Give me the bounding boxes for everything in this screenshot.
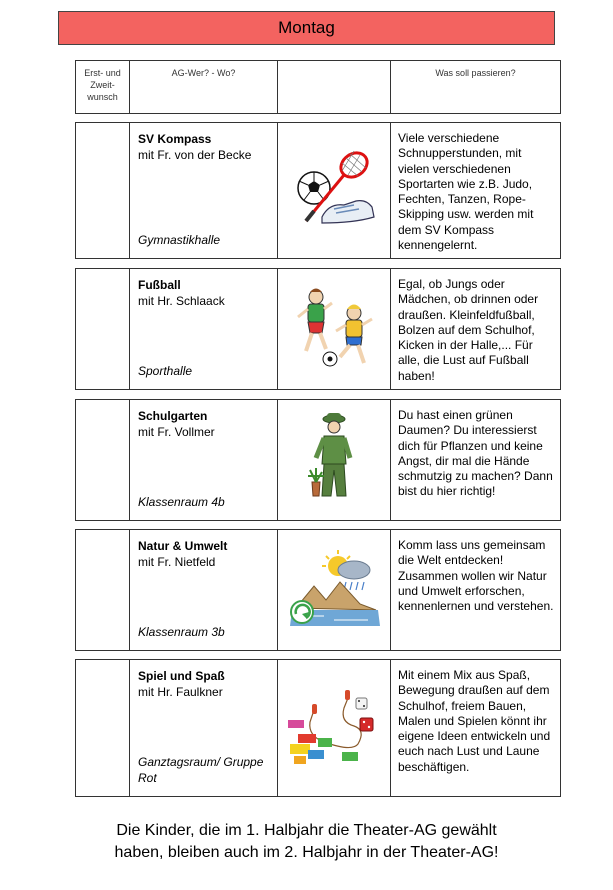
ag-room: Klassenraum 3b: [138, 625, 225, 639]
ag-title: Schulgarten: [138, 409, 208, 423]
ag-card-schulgarten: [75, 399, 561, 521]
ag-title: Fußball: [138, 278, 181, 292]
wish-checkbox-cell[interactable]: [76, 530, 130, 651]
footer-line-2: haben, bleiben auch im 2. Halbjahr in der Theater-AG!: [114, 844, 499, 861]
ag-info-cell: [130, 123, 278, 259]
day-title-bar: [58, 11, 555, 45]
ag-room: Gymnastikhalle: [138, 233, 221, 247]
ag-description: Egal, ob Jungs oder Mädchen, ob drinnen oder draußen. Kleinfeldfußball, Bolzen auf dem Schulhof, Kicken in der Halle,... Für alle, die Lust auf Fußball haben!: [391, 269, 561, 390]
toys-icon: [284, 682, 384, 772]
ag-card-fussball: [75, 268, 561, 390]
ag-teacher: mit Hr. Schlaack: [138, 294, 225, 308]
ag-image-cell: [278, 660, 391, 797]
ag-room: Klassenraum 4b: [138, 495, 225, 509]
ag-card-spiel-und-spass: [75, 659, 561, 797]
wish-checkbox-cell[interactable]: [76, 269, 130, 390]
ag-room: Ganztagsraum/ Gruppe Rot: [138, 755, 264, 785]
ag-room: Sporthalle: [138, 364, 193, 378]
ag-title: SV Kompass: [138, 132, 212, 146]
gardener-icon: [304, 412, 364, 502]
ag-image-cell: [278, 530, 391, 651]
nature-landscape-icon: [284, 548, 384, 638]
ag-teacher: mit Fr. von der Becke: [138, 148, 252, 162]
ag-info-cell: [130, 660, 278, 797]
ag-title: Natur & Umwelt: [138, 539, 228, 553]
ag-teacher: mit Hr. Faulkner: [138, 685, 223, 699]
ag-card-natur-umwelt: [75, 529, 561, 651]
ag-description: Komm lass uns gemeinsam die Welt entdecken! Zusammen wollen wir Natur und Umwelt erforschen, kennenlernen und verstehen.: [391, 530, 561, 651]
ag-description: Du hast einen grünen Daumen? Du interessierst dich für Pflanzen und keine Angst, dir mal die Hände schmutzig zu machen? Dann bist du hier richtig!: [391, 400, 561, 521]
ag-description: Viele verschiedene Schnupperstunden, mit vielen verschiedenen Sportarten wie z.B. Judo, Fechten, Tanzen, Rope-Skipping usw. werden mit dem SV Kompass kennengelernt.: [391, 123, 561, 259]
wish-checkbox-cell[interactable]: [76, 660, 130, 797]
header-ag-column: AG-Wer? - Wo?: [130, 61, 278, 114]
ag-title: Spiel und Spaß: [138, 669, 225, 683]
ag-card-sv-kompass: [75, 122, 561, 259]
ag-image-cell: [278, 400, 391, 521]
ag-description: Mit einem Mix aus Spaß, Bewegung draußen auf dem Schulhof, freiem Bauen, Malen und Spielen könnt ihr eigene Ideen entwickeln und euch nach Lust und Laune beschäftigen.: [391, 660, 561, 797]
ag-teacher: mit Fr. Nietfeld: [138, 555, 216, 569]
header-wish-column: Erst- und Zweit- wunsch: [76, 61, 130, 114]
footer-note: [0, 820, 613, 864]
wish-checkbox-cell[interactable]: [76, 123, 130, 259]
football-players-icon: [284, 283, 384, 373]
ag-teacher: mit Fr. Vollmer: [138, 425, 215, 439]
day-title: Montag: [278, 18, 335, 37]
ag-info-cell: [130, 400, 278, 521]
ag-image-cell: [278, 269, 391, 390]
sports-equipment-icon: [284, 143, 384, 243]
header-description-column: Was soll passieren?: [391, 61, 561, 114]
footer-line-1: Die Kinder, die im 1. Halbjahr die Theater-AG gewählt: [116, 822, 497, 839]
header-table: [75, 60, 561, 114]
ag-info-cell: [130, 530, 278, 651]
ag-image-cell: [278, 123, 391, 259]
ag-info-cell: [130, 269, 278, 390]
header-image-column: [278, 61, 391, 114]
wish-checkbox-cell[interactable]: [76, 400, 130, 521]
